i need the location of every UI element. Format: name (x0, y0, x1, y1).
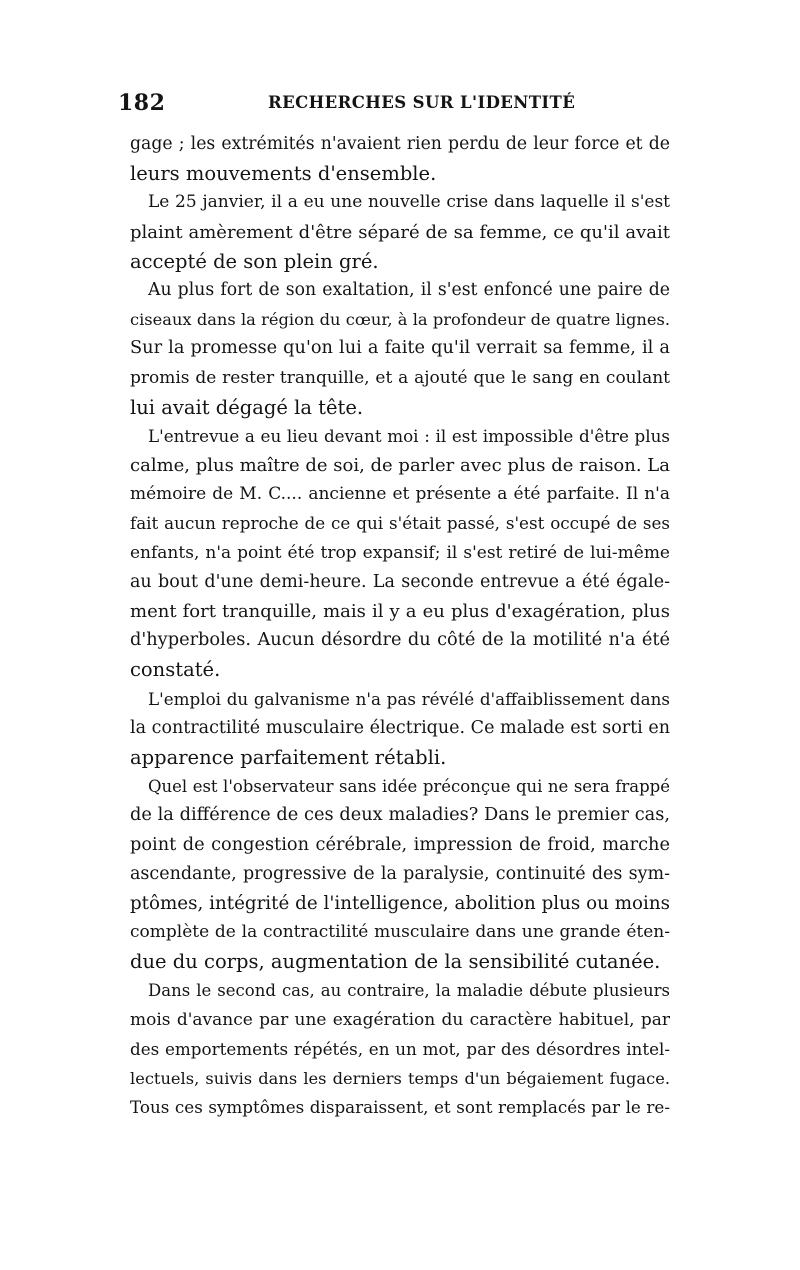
text-line: enfants, n'a point été trop expansif; il s'est retiré de lui-même (130, 542, 670, 563)
paragraph-first-line: L'emploi du galvanisme n'a pas révélé d'affaiblissement dans (148, 688, 670, 709)
text-line: ciseaux dans la région du cœur, à la profondeur de quatre lignes. (130, 310, 670, 330)
text-line: Tous ces symptômes disparaissent, et sont remplacés par le re- (130, 1097, 670, 1118)
text-line: mémoire de M. C.... ancienne et présente a été parfaite. Il n'a (130, 484, 670, 505)
paragraph-first-line: L'entrevue a eu lieu devant moi : il est impossible d'être plus (148, 425, 670, 446)
text-line: de la différence de ces deux maladies? Dans le premier cas, (130, 805, 670, 826)
paragraph-first-line: Le 25 janvier, il a eu une nouvelle crise dans laquelle il s'est (148, 192, 670, 213)
text-line: accepté de son plein gré. (130, 249, 379, 273)
running-title: RECHERCHES SUR L'IDENTITÉ (268, 93, 576, 112)
running-head (118, 90, 674, 120)
text-line: promis de rester tranquille, et a ajouté que le sang en coulant (130, 367, 670, 388)
text-line: gage ; les extrémités n'avaient rien perdu de leur force et de (130, 134, 670, 154)
text-line: au bout d'une demi-heure. La seconde entrevue a été égale- (130, 571, 670, 592)
page-number: 182 (118, 90, 166, 116)
text-line: Sur la promesse qu'on lui a faite qu'il verrait sa femme, il a (130, 338, 670, 359)
text-line: point de congestion cérébrale, impression de froid, marche (130, 834, 670, 855)
text-line: complète de la contractilité musculaire dans une grande éten- (130, 922, 670, 943)
text-line: ment fort tranquille, mais il y a eu plus d'exagération, plus (130, 601, 670, 622)
text-line: des emportements répétés, en un mot, par des désordres intel- (130, 1038, 670, 1059)
paragraph-first-line: Dans le second cas, au contraire, la maladie débute plusieurs (148, 981, 670, 1001)
text-line: calme, plus maître de soi, de parler avec plus de raison. La (130, 455, 670, 477)
text-line: lui avait dégagé la tête. (130, 395, 364, 419)
paragraph-first-line: Au plus fort de son exaltation, il s'est enfoncé une paire de (148, 279, 670, 300)
text-line: leurs mouvements d'ensemble. (130, 162, 437, 186)
text-line: plaint amèrement d'être séparé de sa femme, ce qu'il avait (130, 221, 670, 243)
text-line: constaté. (130, 658, 221, 682)
text-line: d'hyperboles. Aucun désordre du côté de la motilité n'a été (130, 630, 670, 651)
text-line: lectuels, suivis dans les derniers temps d'un bégaiement fugace. (130, 1069, 670, 1088)
text-line: mois d'avance par une exagération du caractère habituel, par (130, 1009, 670, 1030)
text-line: la contractilité musculaire électrique. Ce malade est sorti en (130, 717, 670, 738)
text-line: apparence parfaitement rétabli. (130, 745, 447, 769)
text-line: fait aucun reproche de ce qui s'était passé, s'est occupé de ses (130, 513, 670, 534)
text-line: ascendante, progressive de la paralysie, continuité des sym- (130, 863, 670, 884)
body-text (130, 130, 670, 1122)
text-line: due du corps, augmentation de la sensibilité cutanée. (130, 950, 661, 974)
paragraph-first-line: Quel est l'observateur sans idée préconçue qui ne sera frappé (148, 777, 670, 797)
text-line: ptômes, intégrité de l'intelligence, abolition plus ou moins (130, 892, 670, 914)
